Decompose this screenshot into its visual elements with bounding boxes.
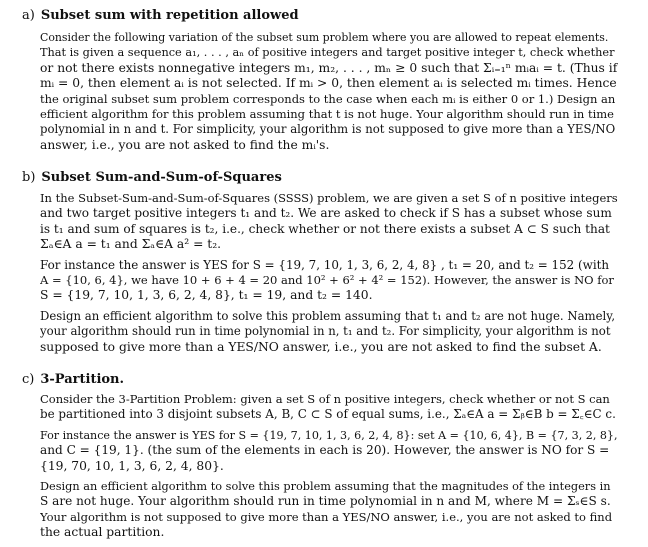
section-a-label: a) [22, 8, 35, 23]
text-line: A = {10, 6, 4}, we have 10 + 6 + 4 = 20 and 10² + 6² + 4² = 152). However, the answer is NO for [40, 273, 614, 288]
text-line: For instance the answer is YES for S = {19, 7, 10, 1, 3, 6, 2, 4, 8} , t₁ = 20, and t₂ = 152 (with [40, 257, 610, 272]
text-line: supposed to give more than a YES/NO answer, i.e., you are not asked to find the subset A. [40, 339, 602, 354]
text-line: polynomial in n and t. For simplicity, your algorithm is not supposed to give more than a YES/NO [40, 122, 616, 137]
section-a-paragraph-1 [40, 30, 618, 153]
section-b-label: b) [22, 170, 36, 185]
text-line: answer, i.e., you are not asked to find the mᵢ's. [40, 137, 330, 152]
section-c-paragraph-3 [40, 479, 618, 541]
text-line: efficient algorithm for this problem assuming that t is not huge. Your algorithm should run in time [40, 107, 614, 122]
text-line: your algorithm should run in time polynomial in n, t₁ and t₂. For simplicity, your algorithm is not [40, 324, 611, 339]
text-line: the actual partition. [40, 525, 165, 540]
section-c-paragraph-2 [40, 428, 618, 474]
text-line: or not there exists nonnegative integers m₁, m₂, . . . , mₙ ≥ 0 such that Σᵢ₌₁ⁿ mᵢaᵢ = t. (Thus if [40, 60, 618, 75]
section-c-title: 3-Partition. [40, 372, 125, 387]
text-line: In the Subset-Sum-and-Sum-of-Squares (SSSS) problem, we are given a set S of n positive integers [40, 191, 618, 205]
text-line: Design an efficient algorithm to solve this problem assuming that the magnitudes of the integers in [40, 480, 611, 494]
section-c-heading [22, 372, 124, 387]
section-b-title: Subset Sum-and-Sum-of-Squares [41, 170, 282, 185]
section-a-heading [22, 8, 299, 23]
section-b-paragraph-1 [40, 191, 618, 253]
text-line: Your algorithm is not supposed to give more than a YES/NO answer, i.e., you are not asked to find [40, 509, 613, 524]
text-line: is t₁ and sum of squares is t₂, i.e., check whether or not there exists a subset A ⊂ S such that [40, 221, 610, 236]
section-c-paragraph-1 [40, 392, 618, 423]
text-line: mᵢ = 0, then element aᵢ is not selected. If mᵢ > 0, then element aᵢ is selected mᵢ times. Hence [40, 76, 617, 91]
section-b-paragraph-3 [40, 309, 618, 355]
text-line: and two target positive integers t₁ and t₂. We are asked to check if S has a subset whose sum [40, 206, 612, 221]
text-line: be partitioned into 3 disjoint subsets A, B, C ⊂ S of equal sums, i.e., Σₐ∈A a = Σᵦ∈B b = Σ꜀∈C c. [40, 407, 616, 422]
text-line: the original subset sum problem corresponds to the case when each mᵢ is either 0 or 1.) Design an [40, 91, 616, 106]
text-line: Design an efficient algorithm to solve this problem assuming that t₁ and t₂ are not huge. Namely, [40, 308, 616, 323]
text-line: {19, 70, 10, 1, 3, 6, 2, 4, 80}. [40, 458, 224, 473]
text-line: S = {19, 7, 10, 1, 3, 6, 2, 4, 8}, t₁ = 19, and t₂ = 140. [40, 288, 373, 303]
section-a-title: Subset sum with repetition allowed [40, 8, 299, 23]
section-b-paragraph-2 [40, 258, 618, 304]
text-line: S are not huge. Your algorithm should run in time polynomial in n and M, where M = Σₛ∈S s. [40, 494, 611, 509]
section-c-label: c) [22, 372, 35, 387]
section-a-body [40, 30, 618, 158]
text-line: and C = {19, 1}. (the sum of the elements in each is 20). However, the answer is NO for S = [40, 443, 610, 458]
text-line: That is given a sequence a₁, . . . , aₙ of positive integers and target positive integer t, check whether [40, 46, 615, 60]
section-b-heading [22, 170, 282, 185]
text-line: For instance the answer is YES for S = {19, 7, 10, 1, 3, 6, 2, 4, 8}: set A = {10, 6, 4}, B = {7, 3, 2, 8}, [40, 428, 618, 442]
section-b-body [40, 191, 618, 360]
text-line: Σₐ∈A a = t₁ and Σₐ∈A a² = t₂. [40, 237, 222, 252]
text-line: Consider the following variation of the subset sum problem where you are allowed to repeat elements. [40, 31, 609, 44]
text-line: Consider the 3-Partition Problem: given a set S of n positive integers, check whether or not S can [40, 392, 610, 406]
section-c-body [40, 392, 618, 546]
